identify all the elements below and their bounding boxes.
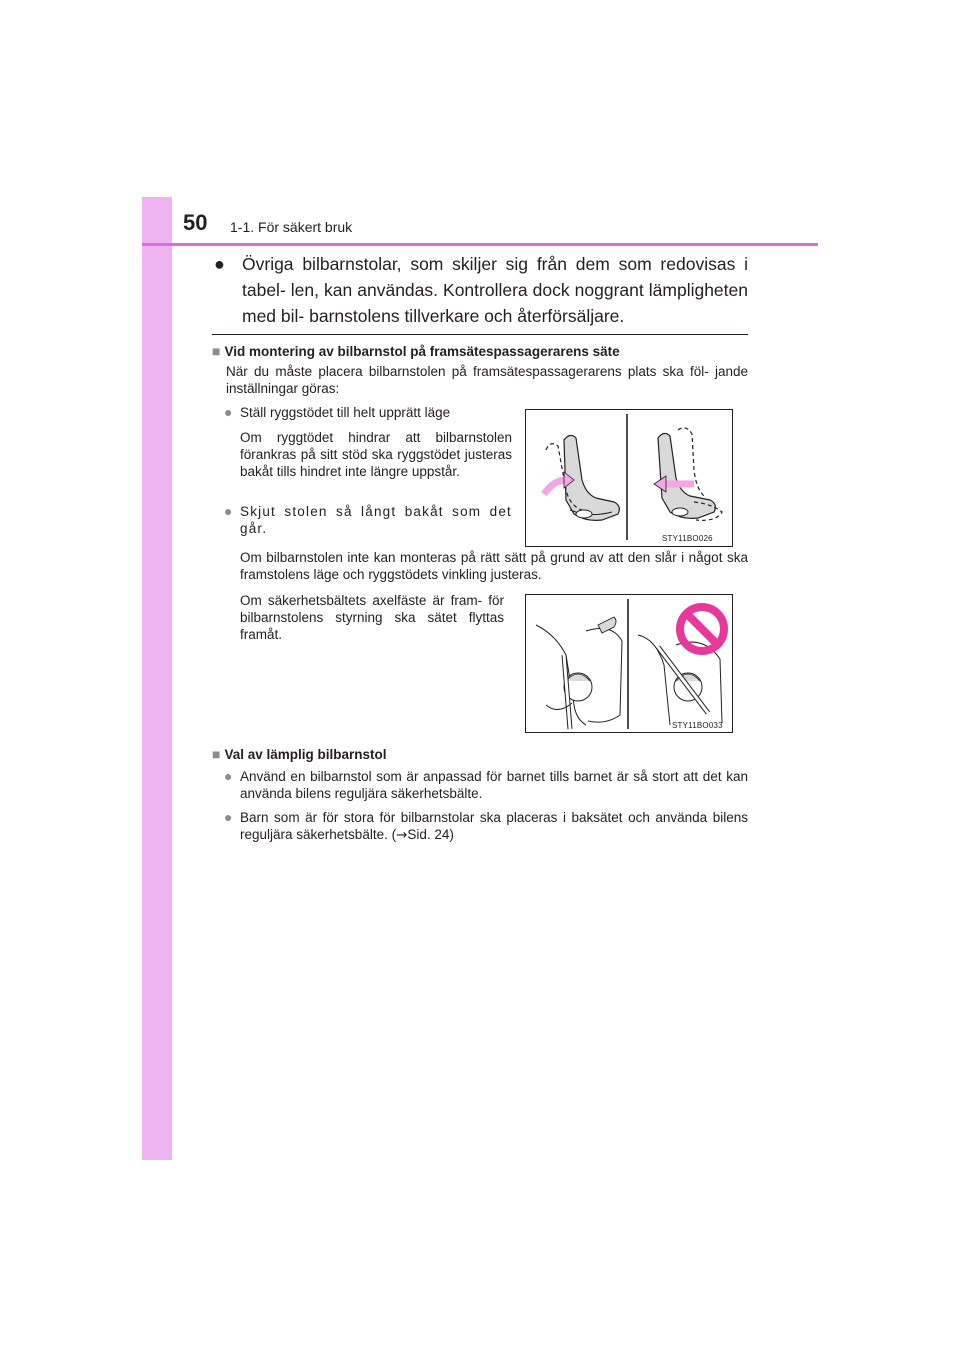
section1-heading: [212, 343, 620, 359]
bullet1-text: Ställ ryggstödet till helt upprätt läge: [240, 405, 451, 420]
bullet2-detail: Om bilbarnstolen inte kan monteras på rätt sätt på grund av att den slår i något ska framstolens läge och ryggstödets vinkling justeras.: [240, 550, 748, 582]
bullet-dot-icon: ●: [224, 503, 233, 519]
bullet2-text: Skjut stolen så långt bakåt som det går.: [240, 504, 512, 536]
figure1-code: STY11BO026: [662, 534, 713, 543]
section-divider: [212, 334, 748, 335]
belt-routing-illustration: [526, 595, 732, 732]
bullet-dot-icon: ●: [224, 768, 233, 784]
section2-bullet2: [240, 809, 748, 844]
side-tab-top: [142, 197, 172, 243]
figure-seat-adjustment: [525, 409, 733, 547]
section1-intro: När du måste placera bilbarnstolen på framsätespassagerarens plats ska föl- jande inställningar göras:: [226, 364, 748, 396]
header-rule: [142, 243, 818, 246]
section1-heading-text: Vid montering av bilbarnstol på framsätespassagerarens säte: [224, 344, 620, 359]
bullet1-detail: Om ryggtödet hindrar att bilbarnstolen förankras på sitt stöd ska ryggstödet justeras bakåt tills hindret inte längre uppstår.: [240, 430, 512, 479]
section-title: 1-1. För säkert bruk: [230, 219, 353, 235]
belt-note: Om säkerhetsbältets axelfäste är fram- för bilbarnstolens styrning ska sätet flyttas framåt.: [240, 593, 504, 642]
intro-paragraph: Övriga bilbarnstolar, som skiljer sig från dem som redovisas i tabel- len, kan användas. Kontrollera dock noggrant lämpligheten med bil- barnstolens tillverkare och återförsäljare.: [242, 254, 748, 326]
figure-belt-routing: [525, 594, 733, 733]
square-bullet-icon: ■: [212, 343, 221, 359]
section2-heading-text: Val av lämplig bilbarnstol: [224, 747, 387, 762]
side-tab: [142, 197, 172, 1160]
figure2-code: STY11BO033: [672, 721, 723, 730]
page-ref-link[interactable]: Sid. 24): [407, 827, 454, 842]
seat-adjustment-illustration: [526, 410, 732, 546]
page-number: 50: [183, 210, 208, 235]
bullet-dot-icon: ●: [224, 404, 233, 420]
square-bullet-icon: ■: [212, 746, 221, 762]
page-ref-arrow: →: [396, 827, 408, 843]
bullet-icon: ●: [214, 254, 225, 274]
section2-heading: [212, 746, 387, 762]
section2-bullet1: Använd en bilbarnstol som är anpassad för barnet tills barnet är så stort att det kan använda bilens reguljära säkerhetsbälte.: [240, 769, 748, 801]
section2-bullet2-text: Barn som är för stora för bilbarnstolar ska placeras i baksätet och använda bilens reguljära säkerhetsbälte. (: [240, 810, 748, 842]
bullet-dot-icon: ●: [224, 809, 233, 825]
